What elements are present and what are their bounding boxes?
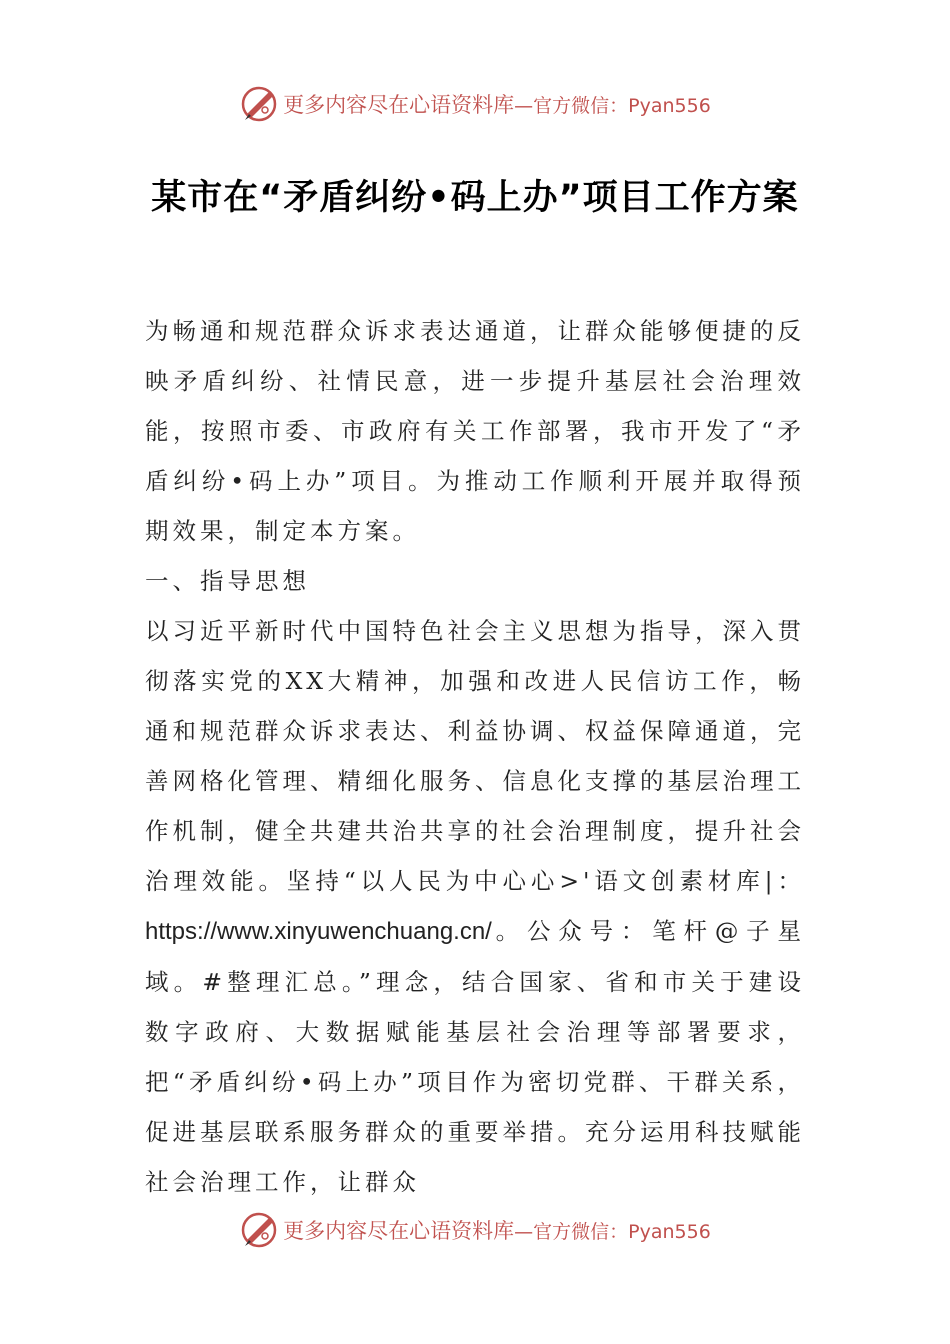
footer-banner [0, 1206, 950, 1254]
pen-logo-icon [239, 1210, 279, 1250]
header-banner [0, 80, 950, 128]
document-title: 某市在“矛盾纠纷•码上办”项目工作方案 [151, 178, 799, 218]
section-text-b: 。公众号：笔杆@子星域。#整理汇总。”理念，结合国家、省和市关于建设数字政府、大数据赋能基层社会治理等部署要求，把“矛盾纠纷•码上办”项目作为密切党群、干群关系，促进基层联系服务群众的重要举措。充分运用科技赋能社会治理工作，让群众 [145, 917, 805, 1196]
banner-wechat: —官方微信：Pyan556 [514, 1220, 711, 1243]
section-text-a: 以习近平新时代中国特色社会主义思想为指导，深入贯彻落实党的XX大精神，加强和改进人民信访工作，畅通和规范群众诉求表达、利益协调、权益保障通道，完善网格化管理、精细化服务、信息化支撑的基层治理工作机制，健全共建共治共享的社会治理制度，提升社会治理效能。坚持“以人民为中心心>'语文创素材库|： [145, 617, 805, 895]
section-heading: 一、指导思想 [145, 567, 310, 595]
document-body [145, 306, 805, 1207]
section-paragraph [145, 606, 805, 1207]
pen-logo-icon [239, 84, 279, 124]
banner-text: 更多内容尽在心语资料库 [283, 1219, 515, 1243]
banner-wechat: —官方微信：Pyan556 [514, 94, 711, 117]
intro-paragraph: 为畅通和规范群众诉求表达通道，让群众能够便捷的反映矛盾纠纷、社情民意，进一步提升基层社会治理效能，按照市委、市政府有关工作部署，我市开发了“矛盾纠纷•码上办”项目。为推动工作顺利开展并取得预期效果，制定本方案。 [145, 317, 805, 545]
banner-text: 更多内容尽在心语资料库 [283, 93, 515, 117]
website-link[interactable]: https://www.xinyuwenchuang.cn/ [145, 918, 492, 945]
